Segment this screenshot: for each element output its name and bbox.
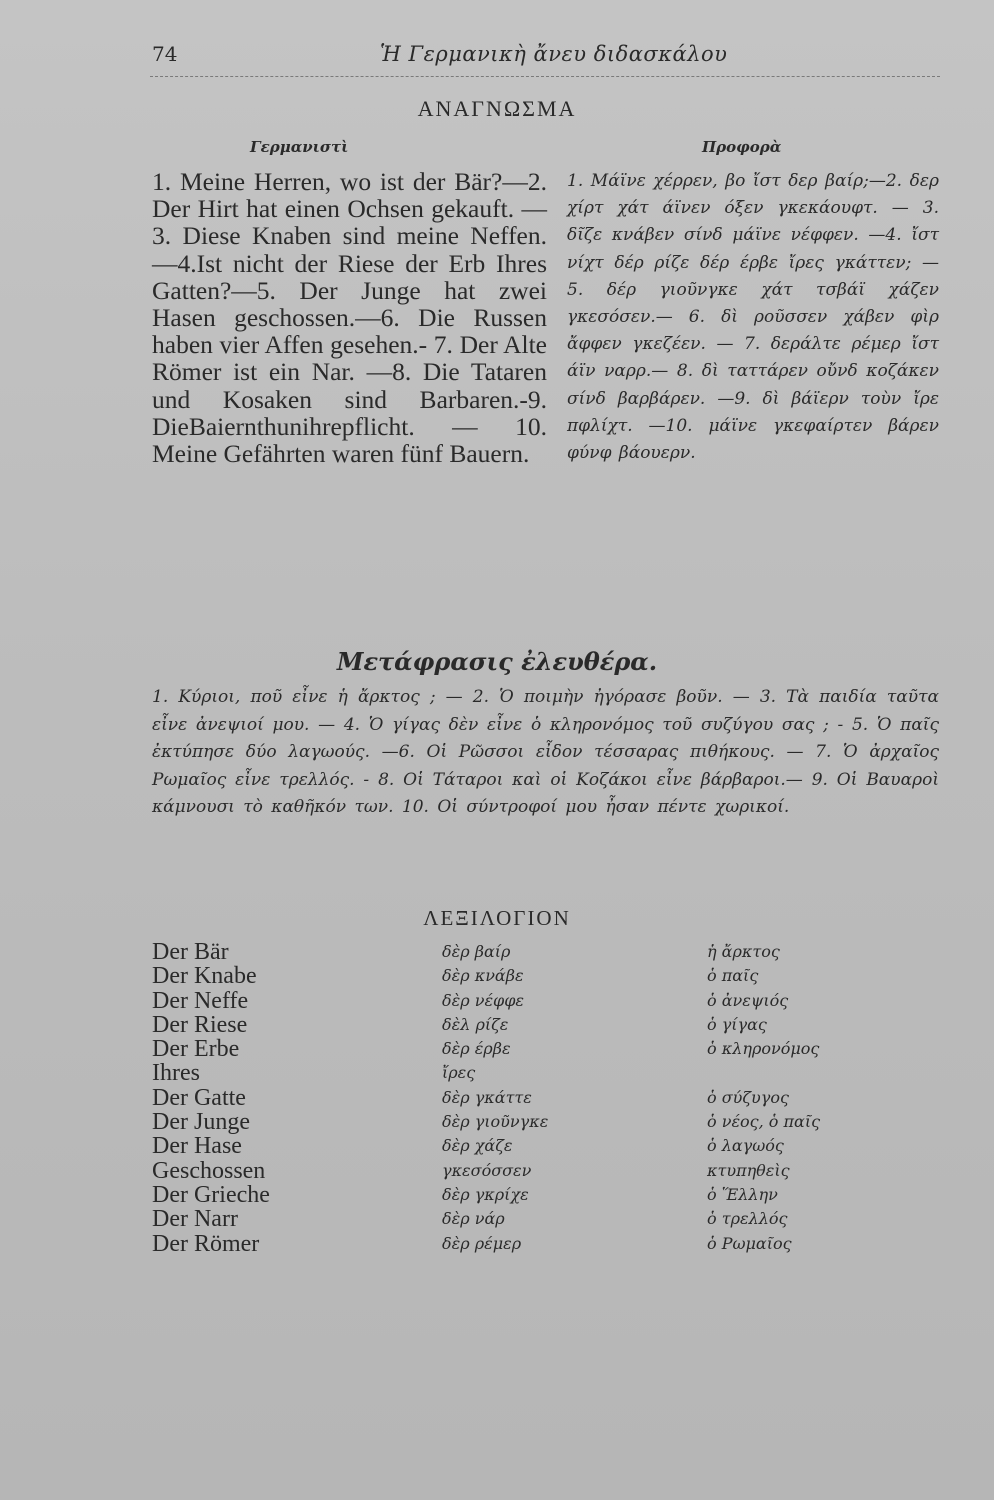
free-translation-text: 1. Κύριοι, ποῦ εἶνε ἡ ἄρκτος ; — 2. Ὁ ποιμὴν ἠγόρασε βοῦν. — 3. Τὰ παιδία ταῦτα εἶνε ἀνεψιοί μου. — 4. Ὁ γίγας δὲν εἶνε ὁ κληρονόμος τοῦ συζύγου σας ; - 5. Ὁ παῖς ἐκτύπησε δύο λαγωούς. —6. Οἱ Ρῶσσοι εἶδον τέσσαρας πιθήκους. — 7. Ὁ ἀρχαῖος Ρωμαῖος εἶνε τρελλός. - 8. Οἱ Τάταροι καὶ οἱ Κοζάκοι εἶνε βάρβαροι.— 9. Οἱ Βαυαροὶ κάμνουσι τὸ καθῆκόν των. 10. Οἱ σύντροφοί μου ἦσαν πέντε χωρικοί. (152, 687, 939, 818)
vocab-pronunciation: γκεσόσσεν (442, 1160, 532, 1180)
vocab-german: Der Erbe (152, 1036, 240, 1063)
vocab-row (152, 1207, 939, 1231)
vocab-greek: ὁ Ἕλλην (707, 1184, 778, 1204)
vocab-pronunciation: δὲρ χάζε (442, 1136, 513, 1156)
vocab-pronunciation: δὲρ γκάττε (442, 1087, 532, 1107)
vocab-german: Der Gatte (152, 1084, 246, 1111)
german-reading-text: 1. Meine Herren, wo ist der Bär?—2. Der Hirt hat einen Ochsen gekauft. —3. Diese Knaben sind meine Neffen.—4.Ist nicht der Riese der Erb Ihres Gatten?—5. Der Junge hat zwei Hasen geschossen.—6. Die Russen haben vier Affen gesehen.- 7. Der Alte Römer ist ein Nar. —8. Die Tataren und Kosaken sind Barbaren.-9. DieBaiernthunihrepflicht. — 10. Meine Gefährten waren fünf Bauern. (152, 167, 547, 469)
vocab-german: Der Knabe (152, 963, 257, 990)
running-title: Ἡ Γερμανικὴ ἄνευ διδασκάλου (380, 42, 728, 66)
vocab-german: Der Narr (152, 1206, 238, 1233)
vocab-german: Der Hase (152, 1133, 242, 1160)
vocab-greek: ὁ ἀνεψιός (707, 990, 789, 1010)
vocabulary-title: ΛΕΞΙΛΟΓΙΟΝ (423, 906, 571, 930)
vocab-greek: ὁ γίγας (707, 1014, 767, 1034)
page-number: 74 (152, 42, 178, 66)
vocab-row (152, 1232, 939, 1256)
vocab-greek: ὁ τρελλός (707, 1209, 788, 1229)
vocab-pronunciation: δὲρ έρβε (442, 1039, 511, 1059)
vocab-pronunciation: ἴρες (442, 1063, 476, 1083)
vocab-pronunciation: δὲρ ρέμερ (442, 1233, 522, 1253)
vocab-row (152, 1013, 939, 1037)
vocab-row (152, 989, 939, 1013)
vocab-german: Ihres (152, 1060, 200, 1087)
vocab-pronunciation: δὲρ κνάβε (442, 966, 524, 986)
vocab-row (152, 940, 939, 964)
vocabulary-table (152, 940, 939, 1256)
vocab-greek: ὁ παῖς (707, 966, 759, 986)
vocab-pronunciation: δὲρ βαίρ (442, 942, 511, 961)
vocab-row (152, 1110, 939, 1134)
vocab-row (152, 1086, 939, 1110)
vocab-german: Der Neffe (152, 987, 249, 1014)
vocab-german: Der Junge (152, 1109, 250, 1136)
vocab-german: Der Bär (152, 939, 229, 965)
vocab-pronunciation: δὲλ ρίζε (442, 1014, 509, 1034)
vocab-row (152, 1134, 939, 1158)
vocab-pronunciation: δὲρ γκρίχε (442, 1184, 529, 1204)
vocab-greek: κτυπηθεὶς (707, 1160, 790, 1180)
vocab-greek: ὁ λαγωός (707, 1136, 784, 1156)
vocab-pronunciation: δὲρ νάρ (442, 1209, 505, 1229)
vocab-german: Der Römer (152, 1230, 260, 1257)
vocab-row (152, 1037, 939, 1061)
reading-title: ΑΝΑΓΝΩΣΜΑ (417, 96, 577, 121)
vocab-greek: ὁ νέος, ὁ παῖς (707, 1112, 821, 1132)
vocab-row (152, 964, 939, 988)
vocab-pronunciation: δὲρ γιοῦνγκε (442, 1112, 549, 1132)
free-translation-title: Μετάφρασις ἐλευθέρα. (336, 647, 658, 676)
vocab-pronunciation: δὲρ νέφφε (442, 990, 525, 1010)
vocab-row (152, 1061, 939, 1085)
vocab-greek: ὁ σύζυγος (707, 1087, 789, 1107)
vocab-row (152, 1183, 939, 1207)
german-column-heading: Γερμανιστὶ (250, 138, 349, 156)
vocab-row (152, 1159, 939, 1183)
header-rule (150, 76, 940, 77)
vocab-greek: ἡ ἄρκτος (707, 942, 780, 961)
vocab-german: Der Riese (152, 1011, 248, 1038)
pronunciation-column-heading: Προφορὰ (702, 138, 782, 156)
vocab-greek: ὁ Ρωμαῖος (707, 1233, 792, 1253)
vocab-german: Geschossen (152, 1157, 266, 1184)
vocab-german: Der Grieche (152, 1181, 270, 1208)
vocab-greek: ὁ κληρονόμος (707, 1039, 820, 1059)
pronunciation-reading-text: 1. Μάϊνε χέρρεν, βο ἴστ δερ βαίρ;—2. δερ χίρτ χάτ άϊνεν όξεν γκεκάουφτ. — 3. δῖζε κνάβεν σίνδ μάϊνε νέφφεν. —4. ἴστ νίχτ δέρ ρίζε δέρ έρβε ἴρες γκάττεν; — 5. δέρ γιοῦνγκε χάτ τσβάϊ χάζεν γκεσόσεν.— 6. δὶ ροῦσσεν χάβεν φὶρ ἄφφεν γκεζέεν. — 7. δεράλτε ρέμερ ἴστ άϊν ναρρ.— 8. δὶ ταττάρεν οὔνδ κοζάκεν σίνδ βαρβάρεν. —9. δὶ βάϊερν τοὺν ἴρε πφλίχτ. —10. μάϊνε γκεφαίρτεν βάρεν φύνφ βάουερν. (567, 171, 939, 464)
